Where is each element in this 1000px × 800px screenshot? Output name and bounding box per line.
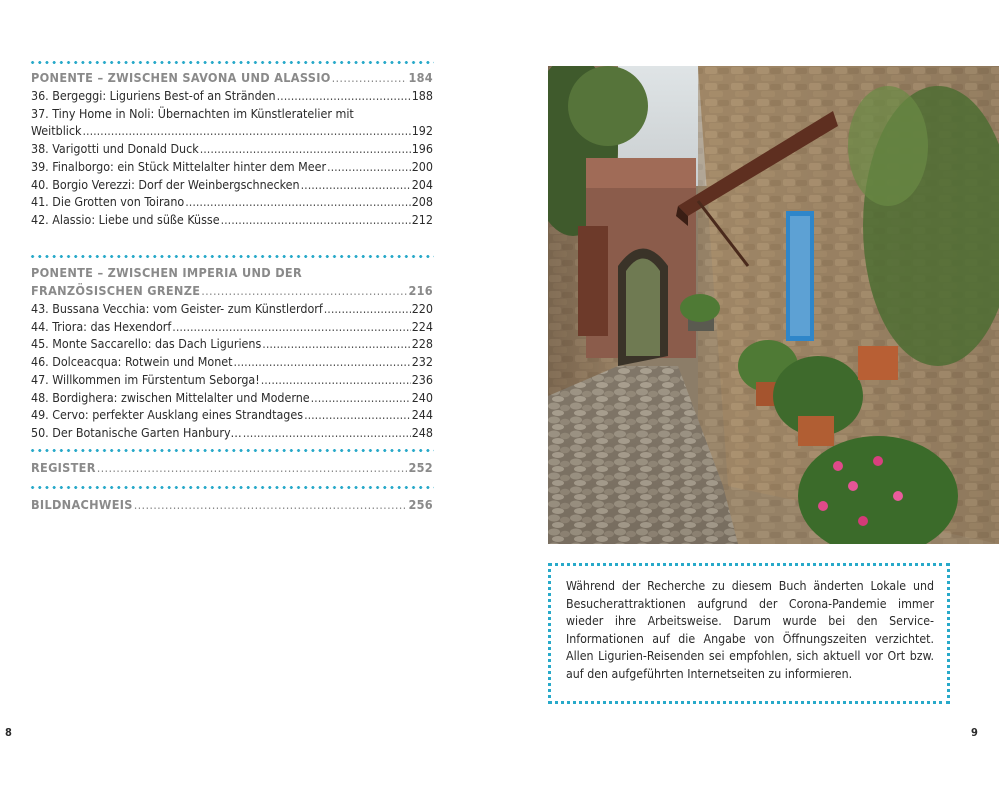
toc-section-heading[interactable]: PONENTE – ZWISCHEN SAVONA UND ALASSIO ..... 184 [31, 69, 433, 87]
page-number: 8 [5, 726, 12, 739]
toc-section-heading-line[interactable]: PONENTE – ZWISCHEN IMPERIA UND DER [31, 265, 302, 280]
toc-entry[interactable]: 49. Cervo: perfekter Ausklang eines Strandtages ..... 244 [31, 406, 433, 424]
toc-entry[interactable]: 43. Bussana Vecchia: vom Geister- zum Künstlerdorf ..... 220 [31, 300, 433, 318]
toc-entry[interactable]: 36. Bergeggi: Liguriens Best-of an Stränden ..... 188 [31, 87, 433, 105]
alley-illustration [548, 66, 999, 544]
toc-register [31, 459, 433, 477]
dotted-divider [29, 486, 434, 489]
toc-entry[interactable]: 39. Finalborgo: ein Stück Mittelalter hinter dem Meer ..... 200 [31, 158, 433, 176]
toc-entry[interactable]: 46. Dolceacqua: Rotwein und Monet ..... 232 [31, 353, 433, 371]
dotted-divider [29, 449, 434, 452]
dotted-divider [29, 255, 434, 258]
toc-register-entry[interactable]: REGISTER ..... 252 [31, 459, 433, 477]
toc-entry[interactable]: 42. Alassio: Liebe und süße Küsse ..... 212 [31, 211, 433, 229]
bussana-vecchia-photo [548, 66, 999, 544]
toc-entry[interactable]: 44. Triora: das Hexendorf ..... 224 [31, 318, 433, 336]
toc-entry[interactable]: 48. Bordighera: zwischen Mittelalter und Moderne ..... 240 [31, 389, 433, 407]
toc-entry[interactable]: Weitblick ..... 192 [31, 122, 433, 140]
toc-entry[interactable]: 45. Monte Saccarello: das Dach Liguriens ..... 228 [31, 335, 433, 353]
toc-section-heading[interactable]: FRANZÖSISCHEN GRENZE ..... 216 [31, 282, 433, 300]
info-note-text: Während der Recherche zu diesem Buch änderten Lokale und Besucherattraktionen aufgrund der Corona-Pandemie immer wieder ihre Arbeitsweise. Darum wurde bei den Service-Informationen auf die Angabe von Öffnungszeiten verzichtet. Allen Ligurien-Reisenden sei empfohlen, sich aktuell vor Ort bzw. auf den aufgeführten Internetseiten zu informieren. [566, 579, 934, 681]
toc-entry[interactable]: 38. Varigotti und Donald Duck ..... 196 [31, 140, 433, 158]
toc-entry[interactable]: 41. Die Grotten von Toirano ..... 208 [31, 193, 433, 211]
toc-entry[interactable]: 40. Borgio Verezzi: Dorf der Weinbergschnecken ..... 204 [31, 176, 433, 194]
right-page [500, 0, 1000, 800]
toc-bildnachweis [31, 496, 433, 514]
toc-entry-line[interactable]: 37. Tiny Home in Noli: Übernachten im Künstleratelier mit [31, 105, 354, 121]
toc-section-imperia-grenze [31, 264, 433, 442]
toc-entry[interactable]: 50. Der Botanische Garten Hanbury… ..... 248 [31, 424, 433, 442]
toc-bildnachweis-entry[interactable]: BILDNACHWEIS ..... 256 [31, 496, 433, 514]
toc-section-savona-alassio [31, 69, 433, 229]
info-note-box [548, 563, 950, 704]
dotted-divider [29, 61, 434, 64]
toc-entry[interactable]: 47. Willkommen im Fürstentum Seborga! ..... 236 [31, 371, 433, 389]
page-number: 9 [971, 726, 978, 739]
